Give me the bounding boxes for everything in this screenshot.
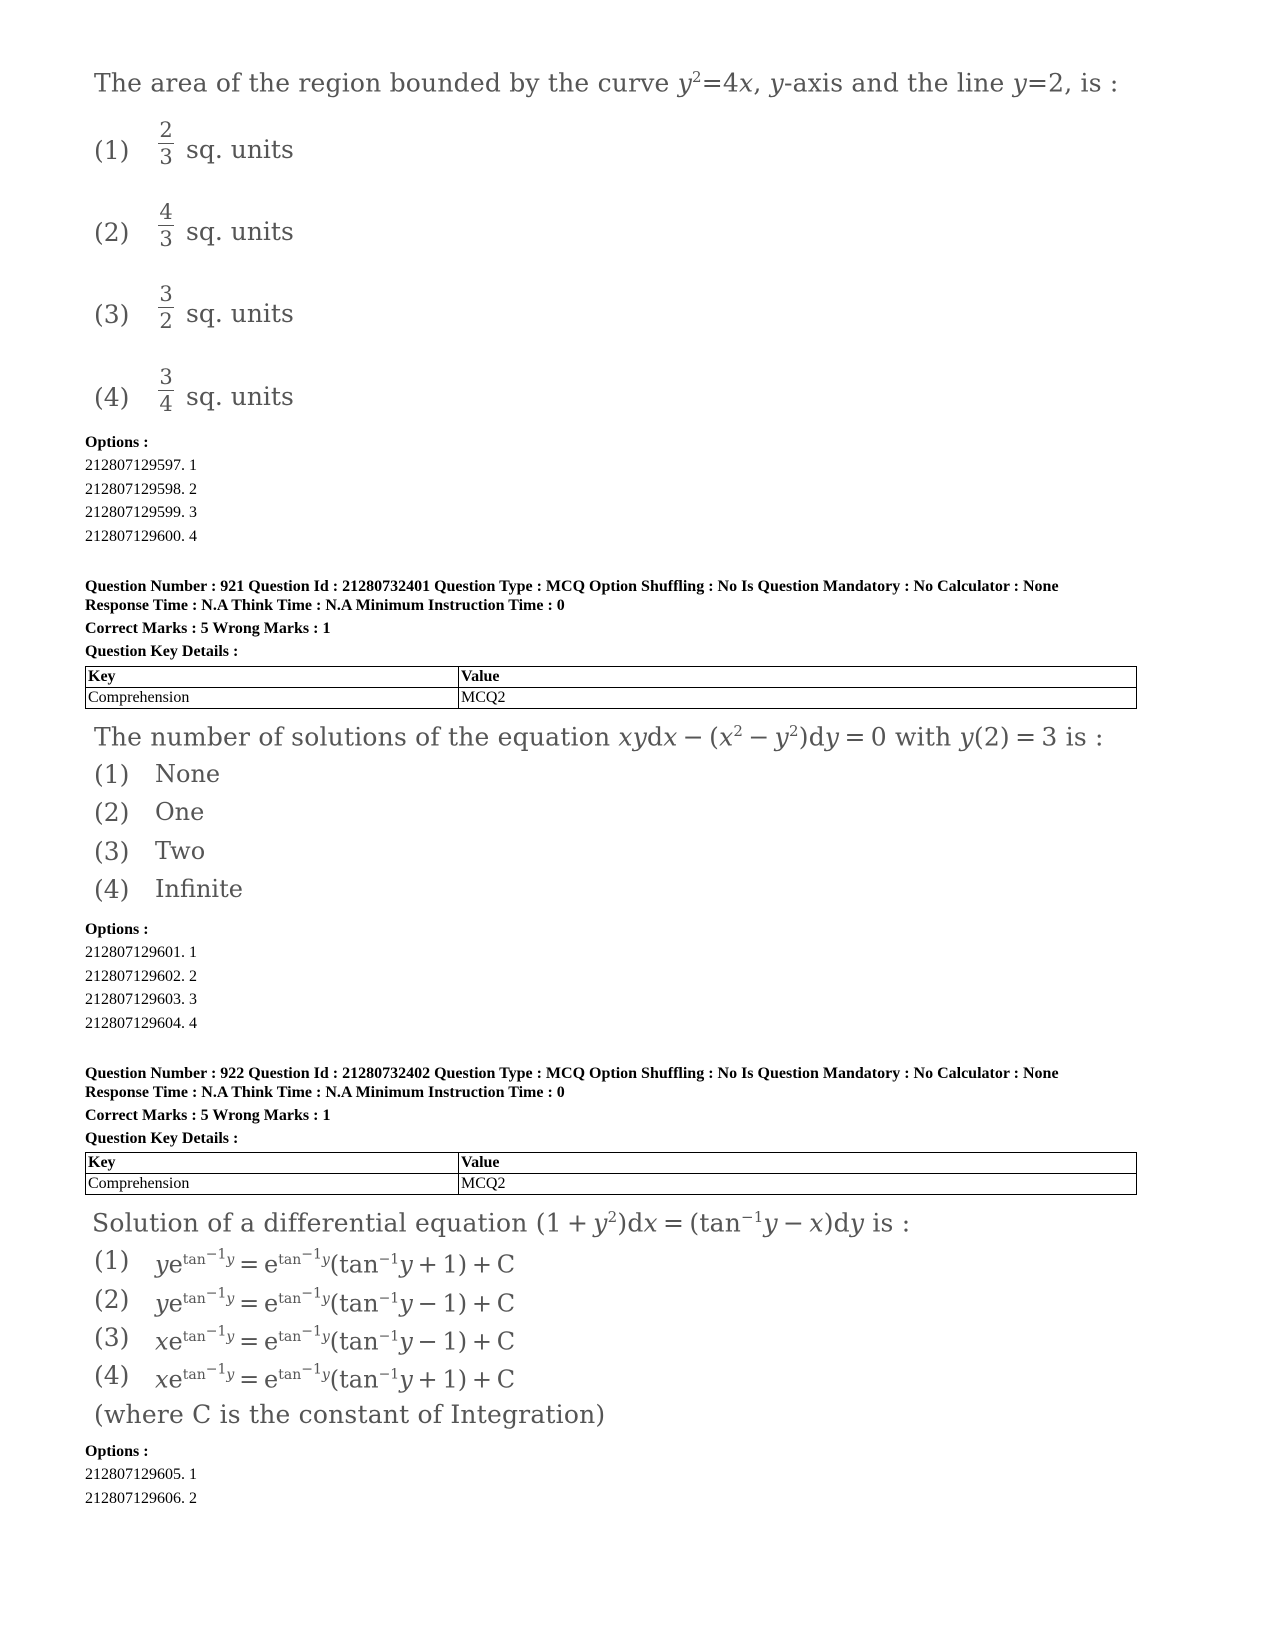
numerator: 3 [159, 282, 173, 306]
choice [94, 1323, 516, 1356]
options-list [85, 941, 197, 1035]
question-meta-line1: Question Number : 921 Question Id : 21280732401 Question Type : MCQ Option Shuffling : No Is Question Mandatory : No Calculator : None [85, 578, 1059, 595]
numerator: 4 [159, 200, 173, 224]
table-row [86, 1174, 1137, 1195]
option-item: 212807129601. 1 [85, 944, 197, 961]
choice-equation: $ye^{tan^{-1}y} = e^{tan^{-1}y}(\tan^{-1}y + 1) + C$ [155, 1246, 516, 1279]
choice-number: (4) [94, 383, 130, 412]
marks-line: Correct Marks : 5 Wrong Marks : 1 [85, 620, 331, 637]
denominator: 2 [159, 309, 173, 333]
choice-number: (4) [94, 1361, 130, 1390]
table-header-key: Key [86, 667, 459, 688]
table-header-row [86, 1153, 1137, 1174]
table-header-value: Value [459, 667, 1137, 688]
key-value-table [85, 666, 1137, 709]
option-item: 212807129599. 3 [85, 504, 197, 521]
numerator: 2 [159, 118, 173, 142]
choice-text: Two [155, 837, 206, 865]
choice-number: (3) [94, 1323, 130, 1352]
choice-number: (2) [94, 1285, 130, 1314]
fraction [158, 118, 174, 169]
option-item: 212807129605. 1 [85, 1466, 197, 1483]
table-row [86, 688, 1137, 709]
options-list [85, 1463, 197, 1510]
choice [94, 875, 243, 904]
choice-equation: $ye^{tan^{-1}y} = e^{tan^{-1}y}(\tan^{-1}y - 1) + C$ [155, 1285, 516, 1318]
choice-unit: sq. units [186, 299, 294, 328]
option-item: 212807129600. 4 [85, 527, 197, 545]
question-meta-line1: Question Number : 922 Question Id : 21280732402 Question Type : MCQ Option Shuffling : No Is Question Mandatory : No Calculator : None [85, 1065, 1059, 1082]
question-stem: The number of solutions of the equation xydx − $(x^2 - y^2)dy = 0$ with y(2) = 3 is : [94, 722, 1104, 752]
choice [94, 1361, 516, 1394]
option-item: 212807129597. 1 [85, 457, 197, 474]
choice-unit: sq. units [186, 217, 294, 246]
choice-number: (2) [94, 798, 130, 827]
options-label: Options : [85, 921, 149, 938]
table-header-row [86, 667, 1137, 688]
table-cell-value: MCQ2 [459, 1174, 1137, 1195]
options-label: Options : [85, 434, 149, 451]
choice-number: (3) [94, 300, 130, 329]
key-value-table [85, 1152, 1137, 1195]
table-cell-value: MCQ2 [459, 688, 1137, 709]
choice-number: (3) [94, 837, 130, 866]
choice [94, 798, 205, 827]
denominator: 4 [159, 392, 173, 416]
option-item: 212807129603. 3 [85, 991, 197, 1008]
fraction [158, 200, 174, 251]
option-item: 212807129606. 2 [85, 1489, 197, 1507]
fraction [158, 282, 174, 333]
choice-number: (2) [94, 218, 130, 247]
table-header-value: Value [459, 1153, 1137, 1174]
choice-text: Infinite [155, 875, 243, 903]
key-details-label: Question Key Details : [85, 643, 239, 660]
question-stem: Solution of a differential equation $(1 + y^2)dx = (\tan^{-1}y - x)dy$ is : [92, 1208, 911, 1238]
table-cell-key: Comprehension [86, 1174, 459, 1195]
choice [94, 760, 221, 789]
question-meta-line2: Response Time : N.A Think Time : N.A Minimum Instruction Time : 0 [85, 597, 565, 614]
choice [94, 1246, 516, 1279]
choice-text: None [155, 760, 221, 788]
choice-equation: $xe^{tan^{-1}y} = e^{tan^{-1}y}(\tan^{-1}y + 1) + C$ [155, 1361, 516, 1394]
choice-number: (4) [94, 875, 130, 904]
choice-text: One [155, 798, 205, 826]
choice-number: (1) [94, 760, 130, 789]
numerator: 3 [159, 365, 173, 389]
choice [94, 837, 206, 866]
choice-number: (1) [94, 136, 130, 165]
choice [94, 1285, 516, 1318]
option-item: 212807129598. 2 [85, 480, 197, 498]
marks-line: Correct Marks : 5 Wrong Marks : 1 [85, 1107, 331, 1124]
question-stem: The area of the region bounded by the curve $y^2=4x$, y-axis and the line y=2, is : [94, 68, 1119, 98]
fraction [158, 365, 174, 416]
denominator: 3 [159, 145, 173, 169]
option-item: 212807129604. 4 [85, 1014, 197, 1032]
question-meta-line2: Response Time : N.A Think Time : N.A Minimum Instruction Time : 0 [85, 1084, 565, 1101]
denominator: 3 [159, 227, 173, 251]
choice-unit: sq. units [186, 135, 294, 164]
question-note: (where C is the constant of Integration) [94, 1400, 606, 1429]
choice-equation: $xe^{tan^{-1}y} = e^{tan^{-1}y}(\tan^{-1}y - 1) + C$ [155, 1323, 516, 1356]
options-list [85, 454, 197, 548]
options-label: Options : [85, 1443, 149, 1460]
table-cell-key: Comprehension [86, 688, 459, 709]
choice-unit: sq. units [186, 382, 294, 411]
choice-number: (1) [94, 1246, 130, 1275]
table-header-key: Key [86, 1153, 459, 1174]
key-details-label: Question Key Details : [85, 1130, 239, 1147]
option-item: 212807129602. 2 [85, 967, 197, 985]
